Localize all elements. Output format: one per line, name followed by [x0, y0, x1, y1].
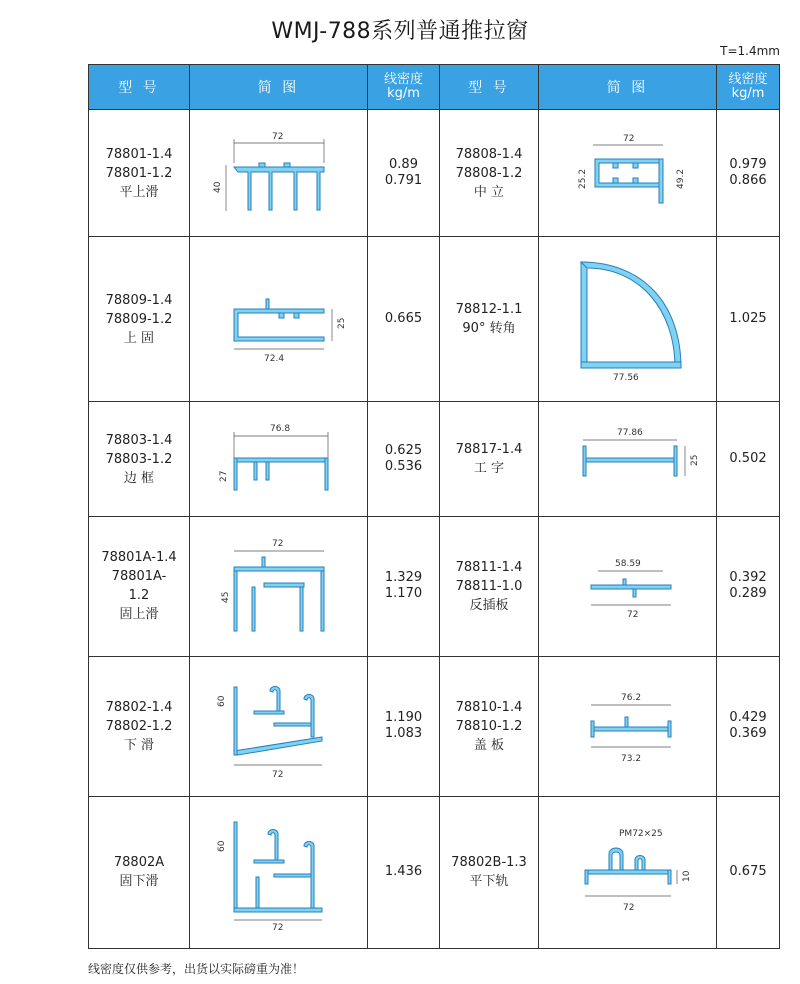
model-cell [89, 656, 190, 796]
model-code: 78801-1.2 [105, 165, 173, 181]
header-density-unit: kg/m [731, 86, 765, 101]
profile-diagram-78810 [553, 681, 703, 771]
density-value: 0.866 [729, 173, 767, 189]
model-code: 78809-1.2 [105, 311, 173, 327]
dim-label: 45 [220, 591, 231, 604]
model-cell [440, 402, 539, 517]
profile-diagram-78808 [553, 123, 703, 223]
profile-diagram-78812 [553, 254, 703, 384]
model-cell [440, 656, 539, 796]
model-cell [89, 796, 190, 948]
density-value: 0.289 [729, 586, 767, 602]
profile-diagram-cell [539, 516, 717, 656]
header-density [717, 65, 780, 110]
profile-diagram-78811 [553, 541, 703, 631]
profile-diagram-cell [190, 516, 368, 656]
model-cell [89, 402, 190, 517]
model-name: 反插板 [469, 597, 509, 613]
table-row [89, 656, 780, 796]
dim-label: 72 [622, 134, 634, 145]
dim-label: 60 [216, 840, 227, 853]
model-code: 78808-1.4 [455, 146, 523, 162]
density-value: 0.791 [384, 173, 423, 189]
model-code: 78802B-1.3 [451, 855, 527, 871]
model-name: 盖 板 [473, 737, 505, 753]
density-value: 0.979 [729, 157, 767, 173]
density-value: 0.536 [384, 459, 423, 475]
dim-label: 25.2 [577, 169, 588, 190]
model-code: 78801A- [111, 569, 167, 585]
profile-diagram-78801 [204, 123, 354, 223]
dim-label: 72 [622, 903, 634, 914]
profile-diagram-78817 [553, 414, 703, 504]
density-cell [368, 237, 440, 402]
density-cell [368, 110, 440, 237]
density-cell [717, 516, 780, 656]
model-code: 78812-1.1 [455, 302, 523, 318]
density-value: 1.329 [384, 570, 423, 586]
profile-diagram-78809 [204, 269, 354, 369]
profile-diagram-cell [539, 110, 717, 237]
header-density-label: 线密度 [728, 72, 768, 87]
dim-label: 25 [336, 317, 347, 330]
density-value: 0.89 [389, 157, 418, 173]
spec-table [88, 64, 780, 949]
model-code: 78802-1.2 [105, 718, 173, 734]
dim-label: 72 [271, 770, 283, 781]
dim-label: 10 [681, 870, 692, 883]
density-value: 0.675 [729, 864, 767, 880]
profile-diagram-cell [539, 237, 717, 402]
model-name: 中 立 [473, 184, 505, 200]
model-name: 下 滑 [123, 737, 155, 753]
thickness-note: T=1.4mm [720, 44, 780, 58]
density-cell [717, 402, 780, 517]
dim-label: 27 [218, 470, 229, 483]
model-cell [440, 110, 539, 237]
profile-diagram-78803 [204, 414, 354, 504]
model-code: 78817-1.4 [455, 442, 523, 458]
density-value: 0.502 [729, 451, 767, 467]
density-value: 0.369 [729, 726, 767, 742]
model-name: 上 固 [123, 330, 155, 346]
profile-diagram-cell [190, 237, 368, 402]
header-density [368, 65, 440, 110]
dim-label: 72 [271, 539, 283, 550]
profile-diagram-78802B [553, 822, 703, 922]
profile-diagram-cell [539, 796, 717, 948]
model-code: 78801-1.4 [105, 146, 173, 162]
model-name: 边 框 [123, 470, 155, 486]
header-model: 型 号 [440, 65, 539, 110]
model-code: 78809-1.4 [105, 292, 173, 308]
page-title: WMJ-788系列普通推拉窗 [271, 19, 529, 44]
dim-label: 72.4 [263, 354, 284, 365]
density-cell [368, 656, 440, 796]
model-name: 工 字 [473, 461, 505, 477]
density-value: 1.083 [384, 726, 423, 742]
dim-label: 77.56 [612, 373, 639, 384]
table-row [89, 516, 780, 656]
model-cell [89, 110, 190, 237]
header-diagram: 简 图 [539, 65, 717, 110]
header-diagram: 简 图 [190, 65, 368, 110]
dim-label: 76.8 [269, 424, 290, 435]
dim-label: 76.2 [620, 693, 641, 704]
model-cell [89, 237, 190, 402]
model-code: 78803-1.4 [105, 432, 173, 448]
dim-label: 77.86 [616, 428, 643, 439]
model-cell [440, 516, 539, 656]
profile-diagram-cell [539, 402, 717, 517]
model-cell [89, 516, 190, 656]
density-value: 0.665 [384, 311, 423, 327]
header-model: 型 号 [89, 65, 190, 110]
profile-diagram-cell [539, 656, 717, 796]
profile-diagram-cell [190, 796, 368, 948]
model-name: 平上滑 [119, 184, 159, 200]
table-row [89, 237, 780, 402]
model-code: 78803-1.2 [105, 451, 173, 467]
table-row [89, 402, 780, 517]
model-name: 固上滑 [119, 607, 159, 623]
profile-diagram-78802A [204, 812, 354, 932]
density-value: 1.025 [729, 311, 767, 327]
density-value: 1.190 [384, 710, 423, 726]
table-header-row [89, 65, 780, 110]
model-code: 78810-1.2 [455, 718, 523, 734]
profile-diagram-cell [190, 656, 368, 796]
header-density-label: 线密度 [383, 72, 423, 87]
model-code: 78811-1.4 [455, 559, 523, 575]
dim-label: 60 [216, 695, 227, 708]
model-code: 78802-1.4 [105, 699, 173, 715]
profile-diagram-cell [190, 402, 368, 517]
model-code: 78801A-1.4 [101, 550, 177, 566]
density-cell [717, 237, 780, 402]
density-cell [717, 110, 780, 237]
model-name: 固下滑 [119, 874, 159, 890]
density-cell [368, 796, 440, 948]
dim-label: PM72×25 [618, 829, 663, 840]
density-value: 0.429 [729, 710, 767, 726]
dim-label: 73.2 [620, 754, 641, 765]
dim-label: 49.2 [675, 169, 686, 190]
header-density-unit: kg/m [387, 86, 420, 101]
density-cell [717, 656, 780, 796]
density-cell [717, 796, 780, 948]
density-value: 1.436 [384, 864, 423, 880]
model-code: 1.2 [128, 588, 150, 604]
profile-diagram-78801A [204, 531, 354, 641]
dim-label: 72 [271, 132, 283, 143]
density-cell [368, 402, 440, 517]
table-row [89, 110, 780, 237]
model-code: 78808-1.2 [455, 165, 523, 181]
density-value: 0.392 [729, 570, 767, 586]
model-code: 78811-1.0 [455, 578, 523, 594]
table-row [89, 796, 780, 948]
density-cell [368, 516, 440, 656]
density-value: 1.170 [384, 586, 423, 602]
profile-diagram-cell [190, 110, 368, 237]
dim-label: 25 [689, 454, 700, 467]
dim-label: 72 [626, 610, 638, 621]
profile-diagram-78802 [204, 671, 354, 781]
model-cell [440, 237, 539, 402]
footer-note: 线密度仅供参考，出货以实际磅重为准！ [88, 962, 305, 976]
dim-label: 40 [212, 181, 223, 194]
model-code: 78802A [113, 855, 165, 871]
model-name: 90° 转角 [462, 321, 516, 337]
dim-label: 58.59 [614, 559, 641, 570]
dim-label: 72 [271, 923, 283, 933]
model-code: 78810-1.4 [455, 699, 523, 715]
density-value: 0.625 [384, 443, 423, 459]
model-name: 平下轨 [469, 874, 509, 890]
model-cell [440, 796, 539, 948]
